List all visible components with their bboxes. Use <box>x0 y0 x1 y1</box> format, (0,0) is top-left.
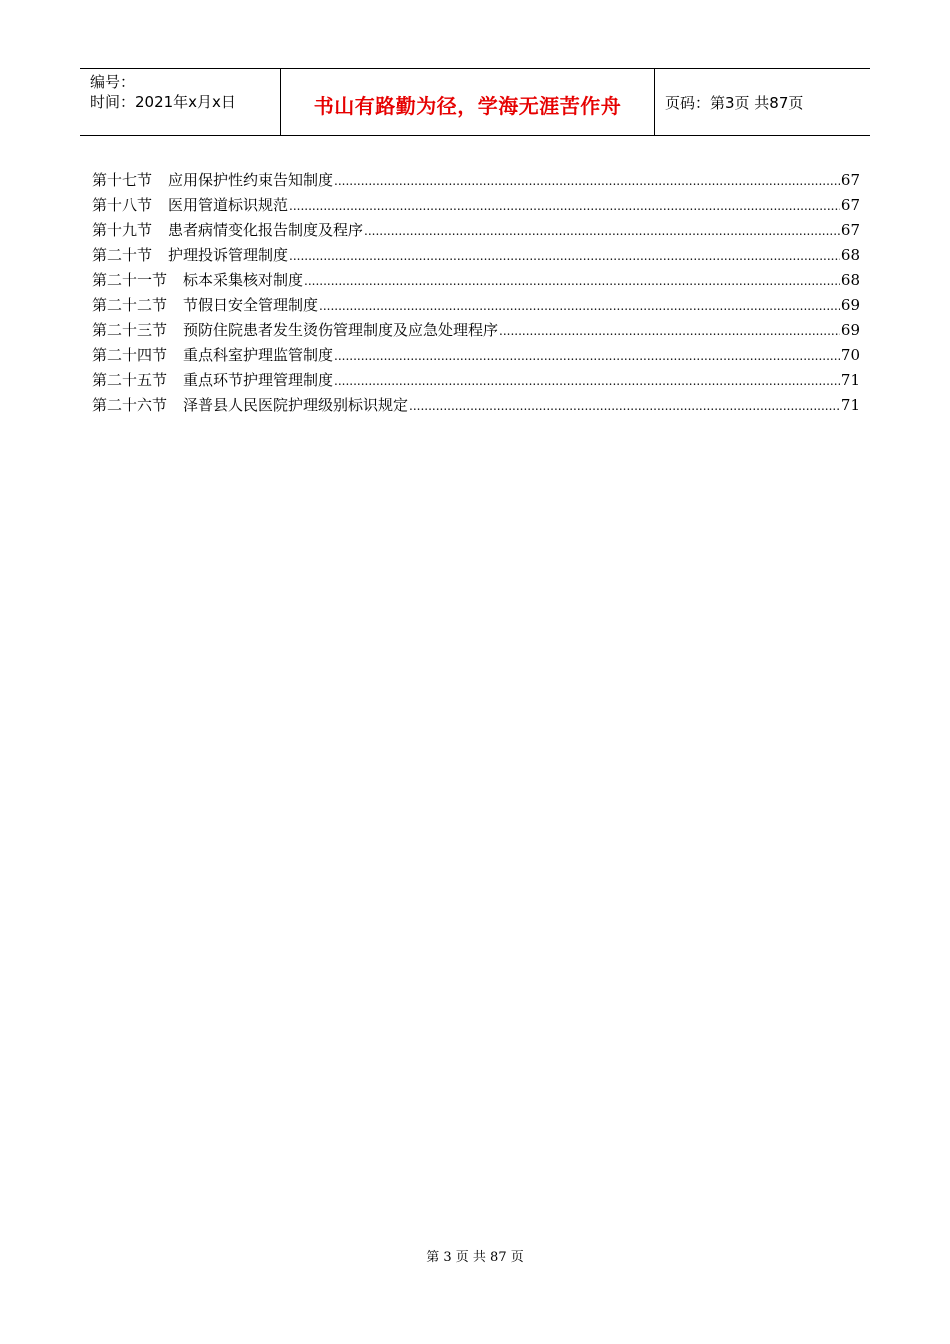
toc-section-number: 第二十节 <box>92 246 153 264</box>
toc-entry[interactable] <box>92 293 860 318</box>
toc-title: 医用管道标识规范 <box>168 196 289 214</box>
toc-title: 患者病情变化报告制度及程序 <box>168 221 364 239</box>
toc-entry[interactable] <box>92 243 860 268</box>
toc-entry[interactable] <box>92 168 860 193</box>
toc-entry[interactable] <box>92 193 860 218</box>
toc-leader-dots <box>499 319 840 344</box>
document-number-label: 编号： <box>90 73 136 91</box>
toc-title: 节假日安全管理制度 <box>183 296 319 314</box>
toc-entry[interactable] <box>92 368 860 393</box>
toc-leader-dots <box>334 369 840 394</box>
toc-leader-dots <box>304 269 840 294</box>
toc-title: 重点科室护理监管制度 <box>183 346 334 364</box>
toc-title: 泽普县人民医院护理级别标识规定 <box>183 396 409 414</box>
toc-title: 应用保护性约束告知制度 <box>168 171 334 189</box>
toc-section-number: 第二十六节 <box>92 396 168 414</box>
header-page-info: 页码：第3页 共87页 <box>665 93 804 112</box>
toc-leader-dots <box>364 219 840 244</box>
toc-section-number: 第十九节 <box>92 221 153 239</box>
toc-page-number: 69 <box>840 321 860 339</box>
header-motto: 书山有路勤为径，学海无涯苦作舟 <box>313 93 622 118</box>
toc-title: 预防住院患者发生烫伤管理制度及应急处理程序 <box>183 321 499 339</box>
toc-leader-dots <box>289 194 840 219</box>
toc-section-number: 第二十四节 <box>92 346 168 364</box>
table-of-contents <box>92 168 860 418</box>
header-meta <box>80 69 281 135</box>
toc-leader-dots <box>334 344 840 369</box>
toc-section-number: 第二十五节 <box>92 371 168 389</box>
toc-entry[interactable] <box>92 393 860 418</box>
toc-page-number: 68 <box>840 246 860 264</box>
toc-section-number: 第十八节 <box>92 196 153 214</box>
page-header <box>80 68 870 136</box>
toc-title: 重点环节护理管理制度 <box>183 371 334 389</box>
toc-title: 护理投诉管理制度 <box>168 246 289 264</box>
toc-entry[interactable] <box>92 343 860 368</box>
toc-title: 标本采集核对制度 <box>183 271 304 289</box>
toc-entry[interactable] <box>92 218 860 243</box>
toc-page-number: 67 <box>840 171 860 189</box>
header-motto-cell <box>281 69 655 135</box>
toc-entry[interactable] <box>92 268 860 293</box>
toc-leader-dots <box>289 244 840 269</box>
toc-entry[interactable] <box>92 318 860 343</box>
toc-leader-dots <box>409 394 840 419</box>
toc-section-number: 第十七节 <box>92 171 153 189</box>
toc-page-number: 68 <box>840 271 860 289</box>
toc-section-number: 第二十二节 <box>92 296 168 314</box>
page-footer <box>0 1246 950 1265</box>
toc-page-number: 70 <box>840 346 860 364</box>
document-date: 时间：2021年x月x日 <box>90 93 236 111</box>
toc-page-number: 67 <box>840 221 860 239</box>
toc-section-number: 第二十三节 <box>92 321 168 339</box>
toc-section-number: 第二十一节 <box>92 271 168 289</box>
header-page-info-cell <box>655 69 870 135</box>
toc-leader-dots <box>319 294 840 319</box>
footer-page-number: 第 3 页 共 87 页 <box>426 1250 524 1265</box>
toc-page-number: 71 <box>840 396 860 414</box>
toc-page-number: 67 <box>840 196 860 214</box>
toc-page-number: 69 <box>840 296 860 314</box>
toc-page-number: 71 <box>840 371 860 389</box>
toc-leader-dots <box>334 169 840 194</box>
